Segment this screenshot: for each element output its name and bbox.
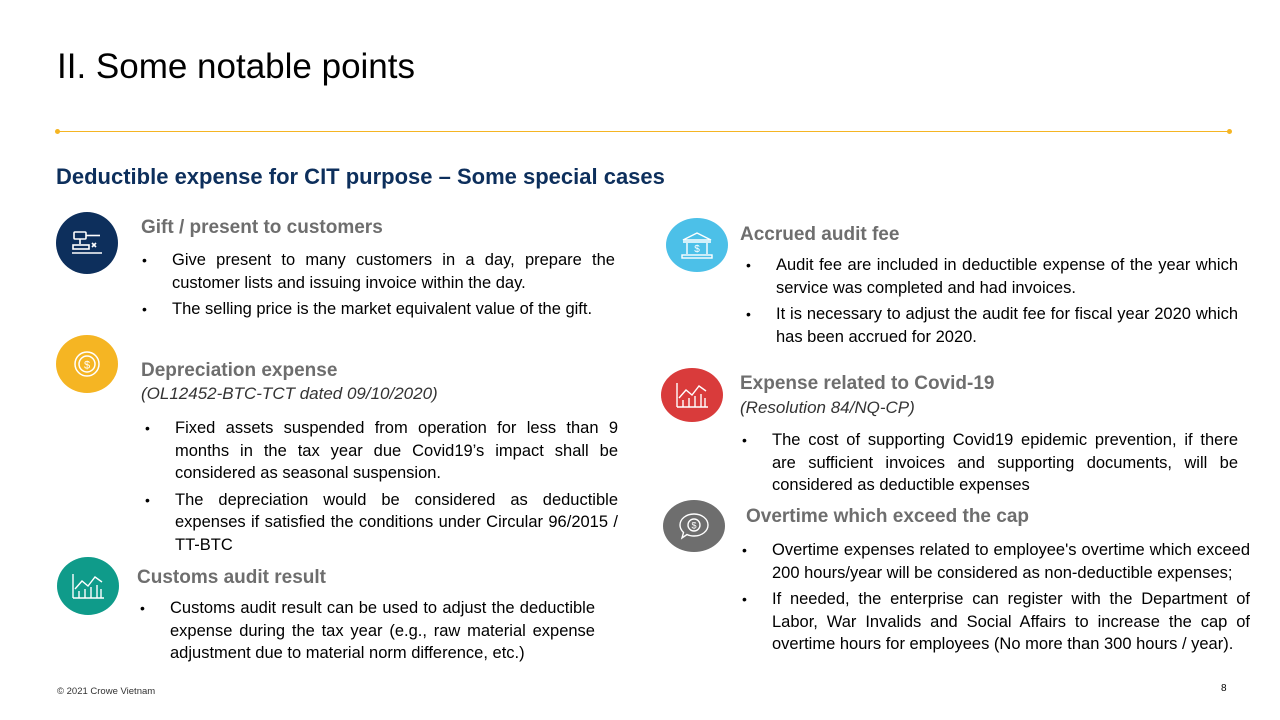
- list-item: • It is necessary to adjust the audit fee for fiscal year 2020 which has been accrued for 2020.: [746, 303, 1238, 348]
- customs-title: Customs audit result: [137, 567, 326, 588]
- divider-dot-right: [1227, 129, 1232, 134]
- divider-dot-left: [55, 129, 60, 134]
- page-number: 8: [1221, 683, 1227, 694]
- gift-bullets: [142, 249, 615, 325]
- svg-text:$: $: [83, 359, 91, 372]
- gift-title: Gift / present to customers: [141, 217, 383, 238]
- speech-coin-icon: [663, 500, 725, 552]
- covid-bullets: [742, 429, 1238, 501]
- customs-bullets: [140, 597, 595, 669]
- list-item: • Audit fee are included in deductible expense of the year which service was completed and had invoices.: [746, 254, 1238, 299]
- chart-icon: [661, 368, 723, 422]
- svg-text:$: $: [694, 244, 700, 255]
- audit-title: Accrued audit fee: [740, 224, 900, 245]
- overtime-title: Overtime which exceed the cap: [746, 506, 1030, 527]
- depreciation-title: Depreciation expense: [141, 360, 338, 381]
- coin-icon: [56, 335, 118, 393]
- covid-title: Expense related to Covid-19: [740, 373, 995, 394]
- svg-text:$: $: [691, 520, 697, 531]
- depreciation-note: (OL12452-BTC-TCT dated 09/10/2020): [141, 384, 438, 403]
- gavel-icon: [56, 212, 118, 274]
- covid-note: (Resolution 84/NQ-CP): [740, 398, 915, 417]
- overtime-bullets: [742, 539, 1250, 660]
- list-item: • Customs audit result can be used to adjust the deductible expense during the tax year (e.g., raw material expense adjustment due to material norm difference, etc.): [140, 597, 595, 665]
- list-item: • Overtime expenses related to employee's overtime which exceed 200 hours/year will be considered as non-deductible expenses;: [742, 539, 1250, 584]
- list-item: • Give present to many customers in a day, prepare the customer lists and issuing invoice within the day.: [142, 249, 615, 294]
- page-title: II. Some notable points: [57, 47, 415, 86]
- title-divider: [57, 131, 1230, 132]
- depreciation-bullets: [145, 417, 618, 560]
- chart-icon: [57, 557, 119, 615]
- audit-bullets: [746, 254, 1238, 352]
- list-item: • If needed, the enterprise can register with the Department of Labor, War Invalids and Social Affairs to increase the cap of overtime hours for employees (No more than 300 hours / year).: [742, 588, 1250, 656]
- copyright-footer: © 2021 Crowe Vietnam: [57, 686, 156, 697]
- list-item: • Fixed assets suspended from operation for less than 9 months in the tax year due Covid19’s impact shall be considered as seasonal suspension.: [145, 417, 618, 485]
- list-item: • The selling price is the market equivalent value of the gift.: [142, 298, 615, 321]
- list-item: • The depreciation would be considered as deductible expenses if satisfied the conditions under Circular 96/2015 / TT-BTC: [145, 489, 618, 557]
- bank-icon: [666, 218, 728, 272]
- section-subtitle: Deductible expense for CIT purpose – Some special cases: [56, 164, 665, 189]
- list-item: • The cost of supporting Covid19 epidemic prevention, if there are sufficient invoices and supporting documents, will be considered as deductible expenses: [742, 429, 1238, 497]
